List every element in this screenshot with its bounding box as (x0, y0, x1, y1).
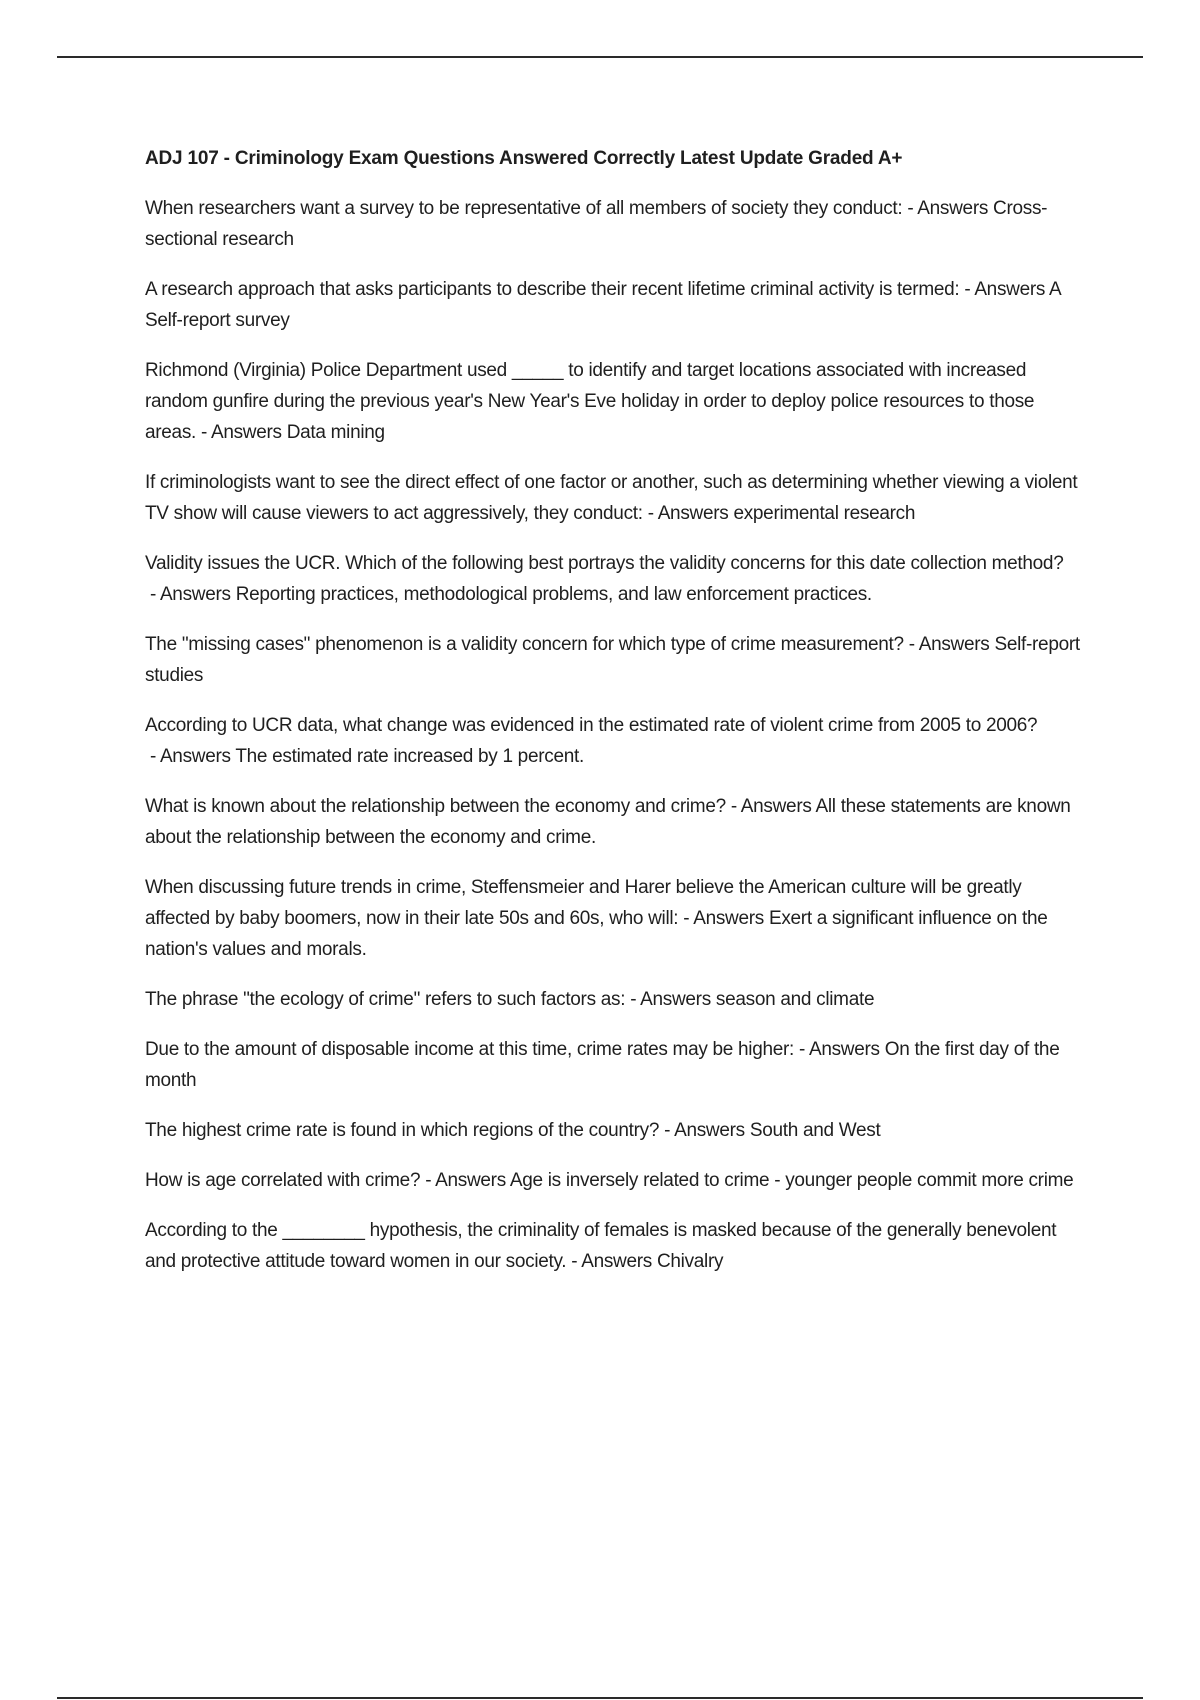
answer-text: Exert a significant influence on the nation's values and morals. (145, 908, 1048, 960)
answer-prefix: Answers (210, 422, 282, 443)
qa-item: According to the ________ hypothesis, the criminality of females is masked because of the generally benevolent and protective attitude toward women in our society. - Answers Chivalry (145, 1220, 1057, 1272)
answer-text: Chivalry (656, 1251, 724, 1272)
question-text: What is known about the relationship between the economy and crime? (145, 796, 726, 817)
answer-prefix: Answers (657, 503, 729, 524)
answer-prefix: Answers (974, 279, 1046, 300)
answer-text: Self-report studies (145, 634, 1080, 686)
answer-prefix: Answers (918, 634, 990, 655)
qa-item: The "missing cases" phenomenon is a validity concern for which type of crime measurement? - Answers Self-report studies (145, 634, 1080, 686)
answer-text: Age is inversely related to crime - younger people commit more crime (509, 1170, 1074, 1191)
qa-item: The highest crime rate is found in which regions of the country? - Answers South and West (145, 1120, 881, 1141)
answer-text: A Self-report survey (145, 279, 1061, 331)
qa-item: The phrase "the ecology of crime" refers to such factors as: - Answers season and climate (145, 989, 875, 1010)
bottom-rule (57, 1697, 1143, 1699)
answer-prefix: Answers (693, 908, 764, 929)
answer-text: South and West (749, 1120, 881, 1141)
qa-item: Richmond (Virginia) Police Department used _____ to identify and target locations associated with increased random gunfire during the previous year's New Year's Eve holiday in order to deploy police resources to those areas. - Answers Data mining (145, 360, 1035, 443)
question-text: If criminologists want to see the direct effect of one factor or another, such as determining whether viewing a violent TV show will cause viewers to act aggressively, they conduct: (145, 472, 1078, 524)
answer-prefix: Answers (581, 1251, 652, 1272)
question-text: Validity issues the UCR. Which of the following best portrays the validity concerns for this date collection method? (145, 553, 1064, 574)
qa-item: What is known about the relationship between the economy and crime? - Answers All these statements are known about the relationship between the economy and crime. (145, 796, 1071, 848)
question-text: When discussing future trends in crime, Steffensmeier and Harer believe the American culture will be greatly affected by baby boomers, now in their late 50s and 60s, who will: (145, 877, 1022, 929)
question-text: How is age correlated with crime? (145, 1170, 421, 1191)
answer-prefix: Answers (159, 584, 231, 605)
question-text: When researchers want a survey to be representative of all members of society they conduct: (145, 198, 903, 219)
answer-prefix: Answers (159, 746, 231, 767)
qa-item: According to UCR data, what change was evidenced in the estimated rate of violent crime from 2005 to 2006? - Answers The estimated rate increased by 1 percent. (145, 715, 1038, 767)
question-text: The highest crime rate is found in which regions of the country? (145, 1120, 660, 1141)
answer-text: All these statements are known about the relationship between the economy and crime. (145, 796, 1071, 848)
top-rule (57, 56, 1143, 58)
answer-text: Reporting practices, methodological problems, and law enforcement practices. (235, 584, 872, 605)
answer-text: Cross-sectional research (145, 198, 1048, 250)
answer-text: On the first day of the month (145, 1039, 1060, 1091)
question-text: A research approach that asks participants to describe their recent lifetime criminal activity is termed: (145, 279, 960, 300)
question-text: The "missing cases" phenomenon is a validity concern for which type of crime measurement? (145, 634, 904, 655)
answer-prefix: Answers (917, 198, 989, 219)
qa-item: Due to the amount of disposable income at this time, crime rates may be higher: - Answers On the first day of the month (145, 1039, 1060, 1091)
question-text: The phrase "the ecology of crime" refers to such factors as: (145, 989, 626, 1010)
answer-text: Data mining (286, 422, 385, 443)
qa-item: Validity issues the UCR. Which of the following best portrays the validity concerns for this date collection method? - Answers Reporting practices, methodological problems, and law enforcement practices. (145, 553, 1064, 605)
answer-prefix: Answers (674, 1120, 745, 1141)
document-body (145, 144, 1090, 1296)
qa-item: When discussing future trends in crime, Steffensmeier and Harer believe the American culture will be greatly affected by baby boomers, now in their late 50s and 60s, who will: - Answers Exert a significant influence on the nation's values and morals. (145, 877, 1048, 960)
answer-text: experimental research (733, 503, 916, 524)
qa-item: If criminologists want to see the direct effect of one factor or another, such as determining whether viewing a violent TV show will cause viewers to act aggressively, they conduct: - Answers experimental research (145, 472, 1078, 524)
qa-item: A research approach that asks participants to describe their recent lifetime criminal activity is termed: - Answers A Self-report survey (145, 279, 1061, 331)
question-text: Due to the amount of disposable income at this time, crime rates may be higher: (145, 1039, 795, 1060)
answer-prefix: Answers (435, 1170, 506, 1191)
answer-text: The estimated rate increased by 1 percent. (235, 746, 584, 767)
question-text: According to UCR data, what change was evidenced in the estimated rate of violent crime from 2005 to 2006? (145, 715, 1038, 736)
answer-prefix: Answers (640, 989, 711, 1010)
answer-text: season and climate (715, 989, 875, 1010)
qa-item: How is age correlated with crime? - Answers Age is inversely related to crime - younger people commit more crime (145, 1170, 1074, 1191)
answer-prefix: Answers (740, 796, 812, 817)
answer-prefix: Answers (808, 1039, 880, 1060)
qa-item: When researchers want a survey to be representative of all members of society they conduct: - Answers Cross-sectional research (145, 198, 1048, 250)
question-text: Richmond (Virginia) Police Department used _____ to identify and target locations associated with increased random gunfire during the previous year's New Year's Eve holiday in order to deploy police resources to those areas. (145, 360, 1035, 443)
question-text: According to the ________ hypothesis, the criminality of females is masked because of the generally benevolent and protective attitude toward women in our society. (145, 1220, 1057, 1272)
document-title: ADJ 107 - Criminology Exam Questions Answered Correctly Latest Update Graded A+ (145, 148, 903, 169)
